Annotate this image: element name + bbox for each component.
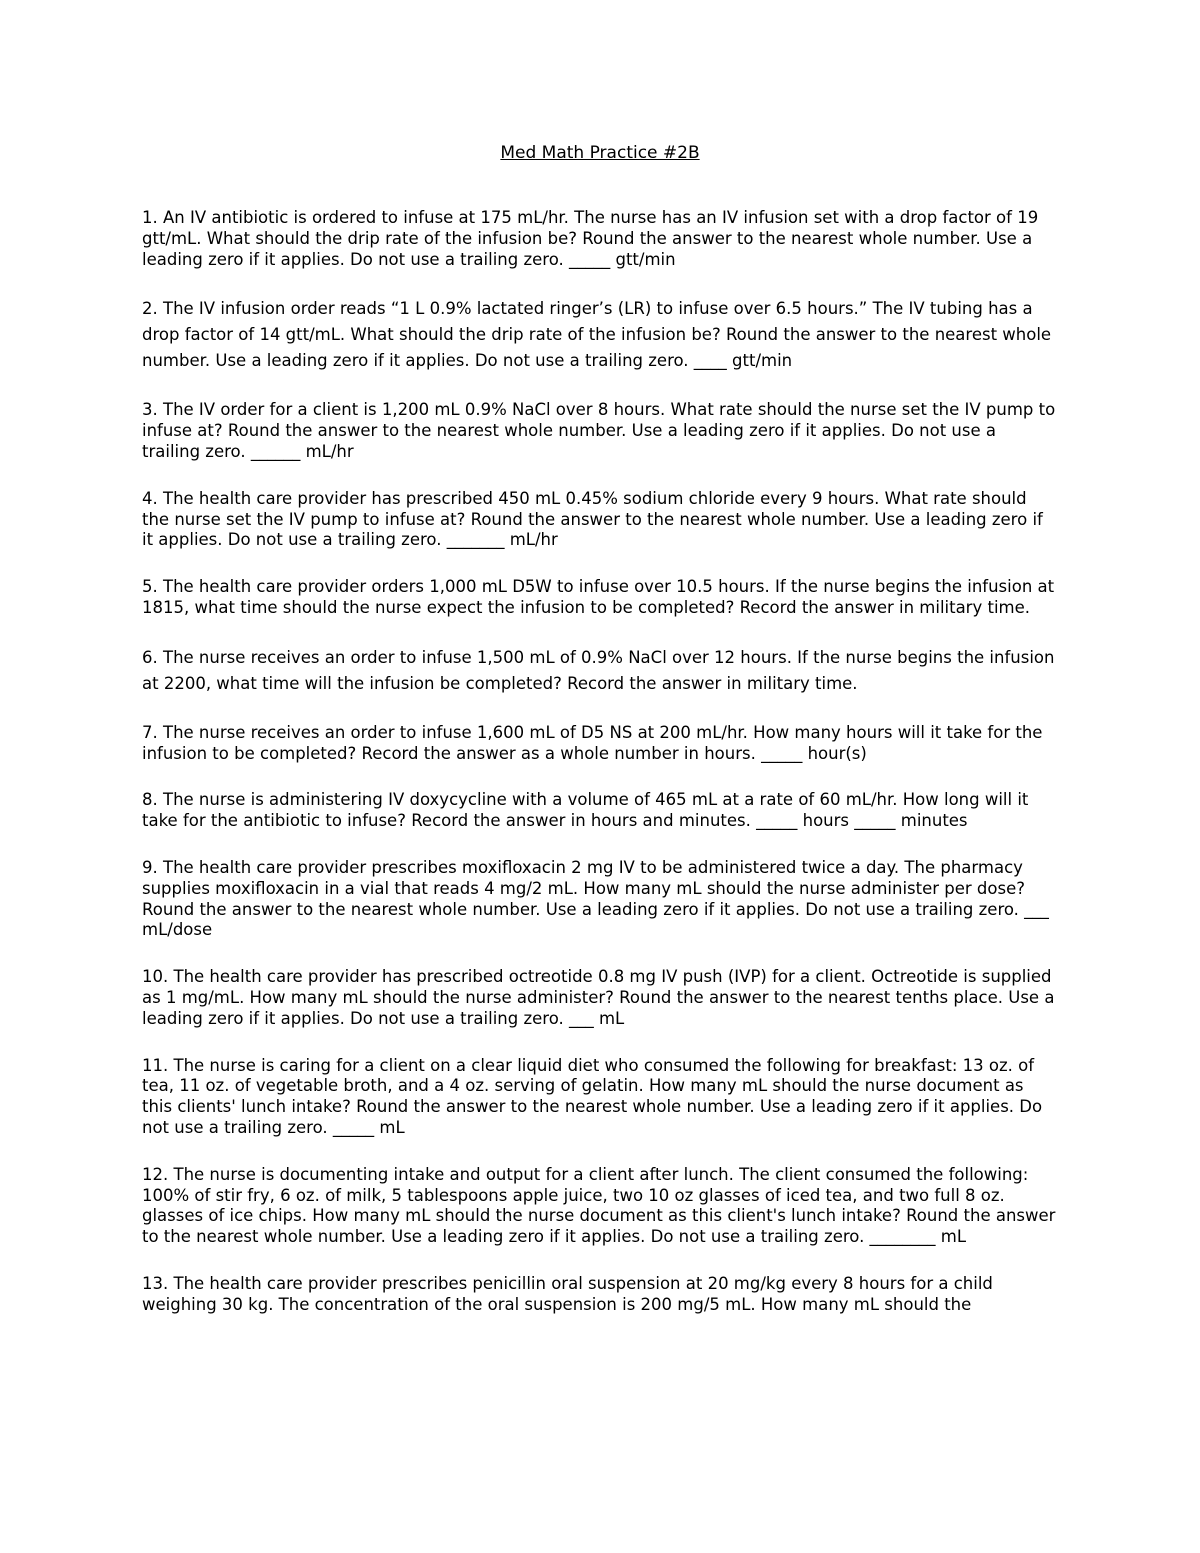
- question-10: 10. The health care provider has prescribed octreotide 0.8 mg IV push (IVP) for a client. Octreotide is supplied as 1 mg/mL. How many mL should the nurse administer? Round the answer to the nearest tenths place. Use a leading zero if it applies. Do not use a trailing zero. ___ mL: [142, 967, 1055, 1028]
- question-9: 9. The health care provider prescribes moxifloxacin 2 mg IV to be administered twice a day. The pharmacy supplies moxifloxacin in a vial that reads 4 mg/2 mL. How many mL should the nurse administer per dose? Round the answer to the nearest whole number. Use a leading zero if it applies. Do not use a trailing zero. ___ mL/dose: [142, 857, 1049, 940]
- question-5: 5. The health care provider orders 1,000 mL D5W to infuse over 10.5 hours. If the nurse begins the infusion at 1815, what time should the nurse expect the infusion to be completed? Record the answer in military time.: [142, 577, 1055, 617]
- question-3: 3. The IV order for a client is 1,200 mL 0.9% NaCl over 8 hours. What rate should the nurse set the IV pump to infuse at? Round the answer to the nearest whole number. Use a leading zero if it applies. Do not use a trailing zero. ______ mL/hr: [142, 400, 1056, 461]
- question-2: 2. The IV infusion order reads “1 L 0.9% lactated ringer’s (LR) to infuse over 6.5 hours.” The IV tubing has a drop factor of 14 gtt/mL. What should the drip rate of the infusion be? Round the answer to the nearest whole number. Use a leading zero if it applies. Do not use a trailing zero. ____ gtt/min: [142, 299, 1052, 371]
- question-4: 4. The health care provider has prescribed 450 mL 0.45% sodium chloride every 9 hours. What rate should the nurse set the IV pump to infuse at? Round the answer to the nearest whole number. Use a leading zero if it applies. Do not use a trailing zero. _______ mL/hr: [142, 488, 1043, 550]
- question-12: 12. The nurse is documenting intake and output for a client after lunch. The client consumed the following: 100% of stir fry, 6 oz. of milk, 5 tablespoons apple juice, two 10 oz glasses of iced tea, and two full 8 oz. glasses of ice chips. How many mL should the nurse document as this client's lunch intake? Round the answer to the nearest whole number. Use a leading zero if it applies. Do not use a trailing zero. ________ mL: [142, 1164, 1056, 1247]
- question-6: 6. The nurse receives an order to infuse 1,500 mL of 0.9% NaCl over 12 hours. If the nurse begins the infusion at 2200, what time will the infusion be completed? Record the answer in military time.: [142, 647, 1055, 693]
- question-8: 8. The nurse is administering IV doxycycline with a volume of 465 mL at a rate of 60 mL/hr. How long will it take for the antibiotic to infuse? Record the answer in hours and minutes. _____ hours _____ minutes: [142, 790, 1029, 831]
- question-list: [142, 208, 1057, 1342]
- question-1: 1. An IV antibiotic is ordered to infuse at 175 mL/hr. The nurse has an IV infusion set with a drop factor of 19 gtt/mL. What should the drip rate of the infusion be? Round the answer to the nearest whole number. Use a leading zero if it applies. Do not use a trailing zero. _____ gtt/min: [142, 208, 1039, 269]
- question-13: 13. The health care provider prescribes penicillin oral suspension at 20 mg/kg every 8 hours for a child weighing 30 kg. The concentration of the oral suspension is 200 mg/5 mL. How many mL should the: [142, 1273, 993, 1314]
- question-7: 7. The nurse receives an order to infuse 1,600 mL of D5 NS at 200 mL/hr. How many hours will it take for the infusion to be completed? Record the answer as a whole number in hours. _____ hour(s): [142, 722, 1043, 763]
- question-11: 11. The nurse is caring for a client on a clear liquid diet who consumed the following for breakfast: 13 oz. of tea, 11 oz. of vegetable broth, and a 4 oz. serving of gelatin. How many mL should the nurse document as this clients' lunch intake? Round the answer to the nearest whole number. Use a leading zero if it applies. Do not use a trailing zero. _____ mL: [142, 1055, 1043, 1137]
- document-title: Med Math Practice #2B: [500, 143, 700, 163]
